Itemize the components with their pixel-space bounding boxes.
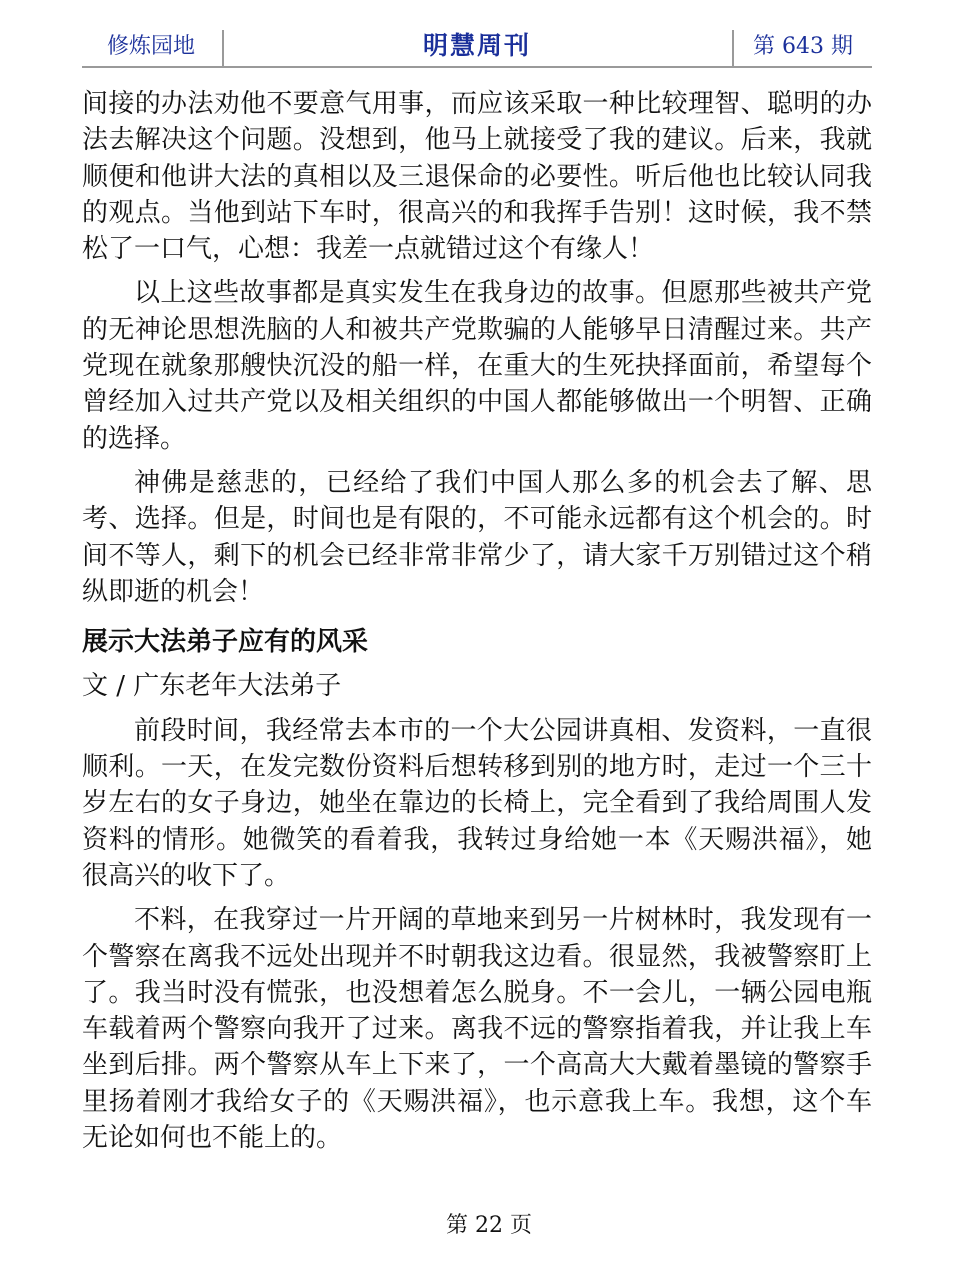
page-number: 第 22 页: [446, 1213, 532, 1238]
header-rule: [82, 66, 872, 68]
paragraph: 间接的办法劝他不要意气用事，而应该采取一种比较理智、聪明的办法去解决这个问题。没想到，他马上就接受了我的建议。后来，我就顺便和他讲大法的真相以及三退保命的必要性。听后他也比较认同我的观点。当他到站下车时，很高兴的和我挥手告别！这时候，我不禁松了一口气，心想：我差一点就错过这个有缘人！: [82, 89, 872, 265]
article-byline: 文 / 广东老年大法弟子: [82, 671, 342, 702]
paragraph: 神佛是慈悲的，已经给了我们中国人那么多的机会去了解、思考、选择。但是，时间也是有限的，不可能永远都有这个机会的。时间不等人，剩下的机会已经非常非常少了，请大家千万别错过这个稍纵即逝的机会！: [82, 467, 872, 607]
section-name: 修炼园地: [106, 33, 195, 59]
paragraph: 前段时间，我经常去本市的一个大公园讲真相、发资料，一直很顺利。一天，在发完数份资料后想转移到别的地方时，走过一个三十岁左右的女子身边，她坐在靠边的长椅上，完全看到了我给周围人发资料的情形。她微笑的看着我，我转过身给她一本《天赐洪福》，她很高兴的收下了。: [82, 715, 872, 891]
issue-number: 第 643 期: [753, 33, 853, 59]
paragraph: 不料，在我穿过一片开阔的草地来到另一片树林时，我发现有一个警察在离我不远处出现并不时朝我这边看。很显然，我被警察盯上了。我当时没有慌张，也没想着怎么脱身。不一会儿，一辆公园电瓶车载着两个警察向我开了过来。离我不远的警察指着我，并让我上车坐到后排。两个警察从车上下来了，一个高高大大戴着墨镜的警察手里扬着刚才我给女子的《天赐洪福》，也示意我上车。我想，这个车无论如何也不能上的。: [82, 905, 872, 1154]
publication-title: 明慧周刊: [422, 31, 531, 60]
paragraph: 以上这些故事都是真实发生在我身边的故事。但愿那些被共产党的无神论思想洗脑的人和被共产党欺骗的人能够早日清醒过来。共产党现在就象那艘快沉没的船一样，在重大的生死抉择面前，希望每个曾经加入过共产党以及相关组织的中国人都能够做出一个明智、正确的选择。: [82, 278, 872, 454]
article-title: 展示大法弟子应有的风采: [82, 627, 369, 658]
article-body: [82, 86, 872, 1164]
page-header: [82, 22, 872, 66]
